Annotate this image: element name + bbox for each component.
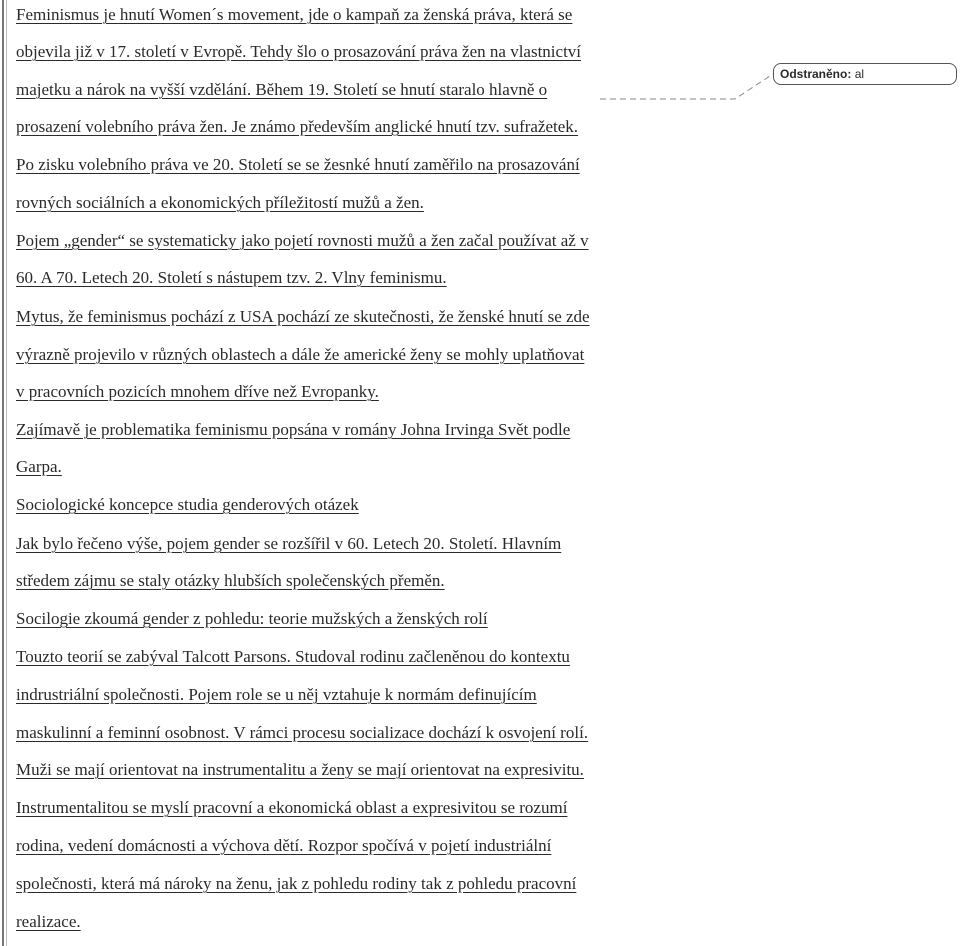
text-line: Jak bylo řečeno výše, pojem gender se rozšířil v 60. Letech 20. Století. Hlavním: [16, 534, 562, 553]
text-line: maskulinní a feminní osobnost. V rámci procesu socializace dochází k osvojení rolí.: [16, 723, 589, 742]
deletion-label: Odstraněno:: [780, 67, 852, 81]
text-line: rodina, vedení domácnosti a výchova dětí. Rozpor spočívá v pojetí industriální: [16, 836, 552, 855]
text-line: indrustriální společnosti. Pojem role se u něj vztahuje k normám definujícím: [16, 685, 537, 704]
text-line: Muži se mají orientovat na instrumentalitu a ženy se mají orientovat na expresivitu.: [16, 760, 584, 779]
deletion-text: al: [854, 67, 865, 81]
text-line: středem zájmu se staly otázky hlubších společenských přeměn.: [16, 571, 445, 590]
text-line: realizace.: [16, 912, 81, 931]
deletion-balloon[interactable]: [773, 63, 957, 85]
text-line: rovných sociálních a ekonomických příležitostí mužů a žen.: [16, 193, 424, 212]
text-line: 60. A 70. Letech 20. Století s nástupem tzv. 2. Vlny feminismu.: [16, 268, 447, 287]
text-line: prosazení volebního práva žen. Je známo především anglické hnutí tzv. sufražetek.: [16, 117, 579, 136]
text-line: výrazně projevilo v různých oblastech a dále že americké ženy se mohly uplatňovat: [16, 345, 585, 364]
text-line: Zajímavě je problematika feminismu popsána v romány Johna Irvinga Svět podle: [16, 420, 571, 439]
text-line: Instrumentalitou se myslí pracovní a ekonomická oblast a expresivitou se rozumí: [16, 798, 568, 817]
text-line: Feminismus je hnutí Women´s movement, jde o kampaň za ženská práva, která se: [16, 5, 573, 24]
text-line: společnosti, která má nároky na ženu, jak z pohledu rodiny tak z pohledu pracovní: [16, 874, 577, 893]
section-heading: Sociologické koncepce studia genderových otázek: [16, 495, 359, 514]
text-line: objevila již v 17. století v Evropě. Tehdy šlo o prosazování práva žen na vlastnictví: [16, 42, 582, 61]
text-line: Socilogie zkoumá gender z pohledu: teorie mužských a ženských rolí: [16, 609, 488, 628]
text-line: Garpa.: [16, 457, 62, 476]
text-line: Po zisku volebního práva ve 20. Století se se žesnké hnutí zaměřilo na prosazování: [16, 155, 580, 174]
text-line: majetku a nárok na vyšší vzdělání. Během 19. Století se hnutí staralo hlavně o: [16, 80, 548, 99]
text-line: Pojem „gender“ se systematicky jako pojetí rovnosti mužů a žen začal používat až v: [16, 231, 589, 250]
text-line: Mytus, že feminismus pochází z USA pochází ze skutečnosti, že ženské hnutí se zde: [16, 307, 590, 326]
text-line: v pracovních pozicích mnohem dříve než Evropanky.: [16, 382, 379, 401]
text-line: Touzto teorií se zabýval Talcott Parsons. Studoval rodinu začleněnou do kontextu: [16, 647, 570, 666]
